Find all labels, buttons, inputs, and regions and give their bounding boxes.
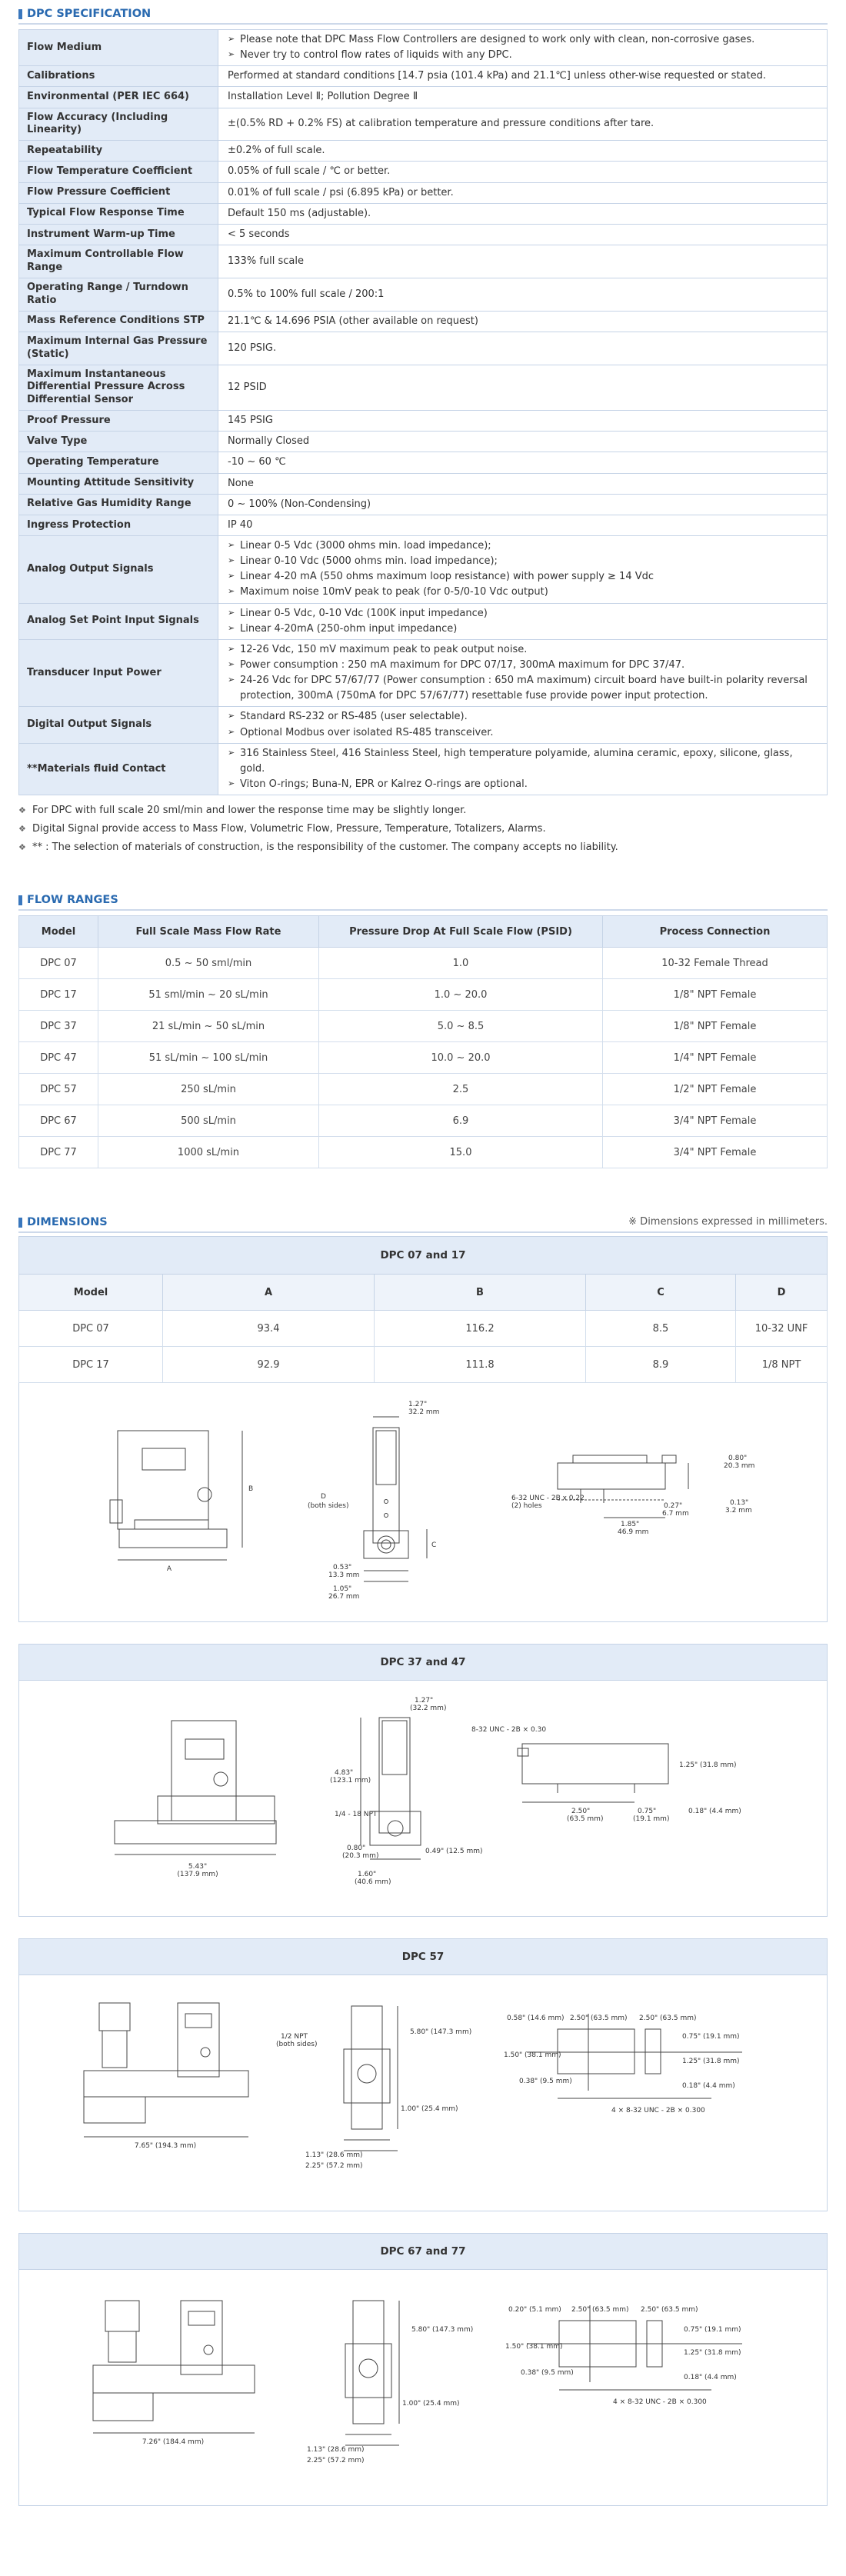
dim-label: (137.9 mm)	[177, 1871, 218, 1879]
spec-bullet: ➢ 12-26 Vdc, 150 mV maximum peak to peak output noise.	[228, 642, 818, 658]
spec-bullet: ➢ Maximum noise 10mV peak to peak (for 0-5/0-10 Vdc output)	[228, 585, 818, 600]
dim-label: 0.38" (9.5 mm)	[521, 2369, 574, 2378]
dim-label-b: B	[248, 1485, 254, 1494]
spec-value: 0 ~ 100% (Non-Condensing)	[218, 494, 828, 515]
dim-label-h2mm: 26.7 mm	[328, 1593, 360, 1601]
spec-value: 12 PSID	[218, 365, 828, 411]
dim-label: 2.50" (63.5 mm)	[639, 2014, 697, 2023]
section-marker	[18, 895, 22, 905]
dim-label-c: C	[431, 1541, 437, 1550]
dim-label: 0.18" (4.4 mm)	[684, 2374, 737, 2382]
dim-table-07-17	[18, 1236, 828, 1383]
dim-label: 1/2 NPT	[281, 2033, 308, 2041]
spec-row	[19, 224, 828, 245]
spec-label: Typical Flow Response Time	[19, 203, 218, 224]
spec-value: 21.1℃ & 14.696 PSIA (other available on request)	[218, 311, 828, 332]
table-row	[19, 1042, 828, 1074]
spec-value: 0.05% of full scale / ℃ or better.	[218, 162, 828, 182]
dim-label-t2mm: 3.2 mm	[725, 1507, 752, 1515]
table-cell: DPC 17	[19, 1347, 163, 1383]
table-cell: 1.0	[319, 948, 603, 979]
spec-row	[19, 494, 828, 515]
spec-label: Flow Accuracy (Including Linearity)	[19, 108, 218, 141]
dim-label: 0.38" (9.5 mm)	[519, 2078, 572, 2086]
spec-value	[218, 707, 828, 743]
table-cell: 51 sml/min ~ 20 sL/min	[98, 979, 319, 1011]
table-row	[19, 1347, 828, 1383]
spec-bullet: ➢ Linear 0-5 Vdc, 0-10 Vdc (100K input impedance)	[228, 606, 818, 622]
spec-bullet: ➢ Please note that DPC Mass Flow Controllers are designed to work only with clean, non-corrosive gases.	[228, 32, 818, 48]
dim-label: (40.6 mm)	[355, 1878, 391, 1887]
spec-row	[19, 278, 828, 311]
spec-value: Installation Level Ⅱ; Pollution Degree Ⅱ	[218, 87, 828, 108]
spec-value	[218, 30, 828, 66]
dim-label: 1/4 - 18 NPT	[335, 1811, 378, 1819]
dim-label-holes: 6-32 UNC - 2B x 0.22	[511, 1495, 585, 1503]
dim-label-a: A	[166, 1565, 172, 1574]
dim-label-h1: 0.53"	[333, 1564, 352, 1572]
dim-col-d: D	[736, 1275, 828, 1311]
spec-label: Flow Temperature Coefficient	[19, 162, 218, 182]
dim-table-title: DPC 07 and 17	[19, 1237, 828, 1275]
spec-row	[19, 452, 828, 473]
spec-bullet: ➢ Linear 4-20mA (250-ohm input impedance)	[228, 622, 818, 637]
dim-label-w1: 1.27"	[408, 1401, 428, 1409]
spec-row	[19, 743, 828, 795]
table-cell: 3/4" NPT Female	[603, 1105, 828, 1137]
dim-col-a: A	[163, 1275, 375, 1311]
dim-label: 8-32 UNC - 2B × 0.30	[471, 1726, 547, 1735]
dim-col-b: B	[375, 1275, 586, 1311]
table-cell: 6.9	[319, 1105, 603, 1137]
dim-label: 4.83"	[335, 1769, 354, 1778]
spec-label: Mass Reference Conditions STP	[19, 311, 218, 332]
dim-label: 1.25" (31.8 mm)	[682, 2058, 740, 2066]
table-cell: DPC 37	[19, 1011, 98, 1042]
table-row	[19, 1074, 828, 1105]
technical-drawing	[19, 2270, 827, 2505]
section-marker	[18, 9, 22, 19]
panel-dpc-37-47	[18, 1644, 828, 1917]
dimensions-title: DIMENSIONS	[27, 1216, 108, 1229]
spec-label: Relative Gas Humidity Range	[19, 494, 218, 515]
dim-label: 0.18" (4.4 mm)	[688, 1808, 741, 1816]
table-cell: 1/2" NPT Female	[603, 1074, 828, 1105]
dim-label: 1.13" (28.6 mm)	[305, 2151, 363, 2160]
spec-label: Digital Output Signals	[19, 707, 218, 743]
dim-label: 1.13" (28.6 mm)	[307, 2446, 365, 2454]
spec-label: Proof Pressure	[19, 411, 218, 432]
spec-label: Flow Medium	[19, 30, 218, 66]
table-cell: DPC 07	[19, 1311, 163, 1347]
dim-label: 0.75" (19.1 mm)	[682, 2033, 740, 2041]
spec-row	[19, 473, 828, 494]
spec-bullet: ➢ Linear 4-20 mA (550 ohms maximum loop resistance) with power supply ≥ 14 Vdc	[228, 569, 818, 585]
flow-title: FLOW RANGES	[27, 894, 118, 907]
dim-label-t4: 1.85"	[621, 1521, 640, 1529]
dim-label: 0.18" (4.4 mm)	[682, 2082, 735, 2091]
spec-label: Ingress Protection	[19, 515, 218, 535]
table-cell: 2.5	[319, 1074, 603, 1105]
spec-value	[218, 639, 828, 707]
table-row	[19, 1105, 828, 1137]
spec-row	[19, 87, 828, 108]
dim-label: (123.1 mm)	[330, 1777, 371, 1785]
dim-label: 0.58" (14.6 mm)	[507, 2014, 565, 2023]
spec-label: Calibrations	[19, 66, 218, 87]
spec-value: -10 ~ 60 ℃	[218, 452, 828, 473]
dim-label: (63.5 mm)	[567, 1815, 604, 1824]
technical-drawing	[19, 1975, 827, 2211]
spec-label: Maximum Internal Gas Pressure (Static)	[19, 332, 218, 365]
table-cell: 1/4" NPT Female	[603, 1042, 828, 1074]
table-cell: DPC 07	[19, 948, 98, 979]
dim-label: 2.50" (63.5 mm)	[641, 2306, 698, 2314]
spec-row	[19, 603, 828, 639]
dim-col-model: Model	[19, 1275, 163, 1311]
spec-section-title	[18, 5, 828, 25]
dim-label: 1.50" (38.1 mm)	[505, 2343, 563, 2351]
flow-col-connection: Process Connection	[603, 916, 828, 948]
flow-section-title	[18, 891, 828, 911]
table-cell: 1/8" NPT Female	[603, 1011, 828, 1042]
dim-label: 1.00" (25.4 mm)	[401, 2105, 458, 2114]
table-cell: 1/8" NPT Female	[603, 979, 828, 1011]
table-cell: 250 sL/min	[98, 1074, 319, 1105]
spec-label: Valve Type	[19, 432, 218, 452]
dim-label-t1mm: 20.3 mm	[724, 1462, 755, 1471]
table-row	[19, 1137, 828, 1168]
technical-drawing	[19, 1383, 827, 1621]
spec-table	[18, 29, 828, 795]
dim-label-holes2: (2) holes	[511, 1502, 542, 1511]
spec-label: Operating Range / Turndown Ratio	[19, 278, 218, 311]
spec-value: None	[218, 473, 828, 494]
spec-label: Mounting Attitude Sensitivity	[19, 473, 218, 494]
dim-label: 1.27"	[415, 1697, 434, 1705]
spec-bullet: ➢ Never try to control flow rates of liquids with any DPC.	[228, 48, 818, 63]
dim-label: 2.50" (63.5 mm)	[570, 2014, 628, 2023]
spec-bullet: ➢ Linear 0-10 Vdc (5000 ohms min. load impedance);	[228, 554, 818, 569]
table-cell: 51 sL/min ~ 100 sL/min	[98, 1042, 319, 1074]
dim-label: 2.50"	[571, 1808, 591, 1816]
spec-label: **Materials fluid Contact	[19, 743, 218, 795]
dim-label-t2: 0.13"	[730, 1499, 749, 1508]
spec-label: Analog Set Point Input Signals	[19, 603, 218, 639]
spec-value: IP 40	[218, 515, 828, 535]
flow-col-model: Model	[19, 916, 98, 948]
dim-label-t3: 0.27"	[664, 1502, 683, 1511]
table-cell: 111.8	[375, 1347, 586, 1383]
spec-value: < 5 seconds	[218, 224, 828, 245]
table-cell: 21 sL/min ~ 50 sL/min	[98, 1011, 319, 1042]
drawing-dpc-07-17	[18, 1383, 828, 1622]
dim-label: 5.80" (147.3 mm)	[410, 2028, 472, 2037]
table-cell: 1.0 ~ 20.0	[319, 979, 603, 1011]
spec-row	[19, 66, 828, 87]
dim-label-t4mm: 46.9 mm	[618, 1528, 649, 1537]
spec-notes	[18, 801, 828, 857]
table-cell: 8.9	[586, 1347, 736, 1383]
dim-label: (32.2 mm)	[410, 1705, 447, 1713]
spec-row	[19, 311, 828, 332]
dim-label: 1.00" (25.4 mm)	[402, 2400, 460, 2408]
table-cell: 1000 sL/min	[98, 1137, 319, 1168]
spec-label: Instrument Warm-up Time	[19, 224, 218, 245]
table-cell: DPC 47	[19, 1042, 98, 1074]
spec-value: 120 PSIG.	[218, 332, 828, 365]
dim-label: 2.25" (57.2 mm)	[307, 2457, 365, 2465]
panel-dpc-67-77	[18, 2233, 828, 2506]
table-cell: DPC 17	[19, 979, 98, 1011]
spec-row	[19, 365, 828, 411]
spec-bullet: ➢ Power consumption : 250 mA maximum for DPC 07/17, 300mA maximum for DPC 37/47.	[228, 658, 818, 673]
dim-label: 4 × 8-32 UNC - 2B × 0.300	[611, 2107, 705, 2115]
flow-col-rate: Full Scale Mass Flow Rate	[98, 916, 319, 948]
dim-label: 1.25" (31.8 mm)	[679, 1761, 737, 1770]
flow-col-pressure: Pressure Drop At Full Scale Flow (PSID)	[319, 916, 603, 948]
spec-label: Maximum Controllable Flow Range	[19, 245, 218, 278]
dim-label: 1.60"	[358, 1871, 377, 1879]
table-cell: 10.0 ~ 20.0	[319, 1042, 603, 1074]
spec-label: Maximum Instantaneous Differential Pressure Across Differential Sensor	[19, 365, 218, 411]
table-cell: 1/8 NPT	[736, 1347, 828, 1383]
spec-value	[218, 536, 828, 604]
dim-label-t3mm: 6.7 mm	[662, 1510, 689, 1518]
dim-label: 0.75"	[638, 1808, 657, 1816]
dim-label-h2: 1.05"	[333, 1585, 352, 1594]
dim-label: 7.26" (184.4 mm)	[142, 2438, 205, 2447]
table-cell: 0.5 ~ 50 sml/min	[98, 948, 319, 979]
spec-bullet: ➢ Optional Modbus over isolated RS-485 transceiver.	[228, 725, 818, 741]
spec-bullet: ➢ Standard RS-232 or RS-485 (user selectable).	[228, 709, 818, 725]
table-cell: 10-32 UNF	[736, 1311, 828, 1347]
dim-label-d-sub: (both sides)	[308, 1502, 349, 1511]
spec-row	[19, 411, 828, 432]
spec-bullet: ➢ 316 Stainless Steel, 416 Stainless Steel, high temperature polyamide, alumina ceramic, epoxy, silicone, glass, gold.	[228, 746, 818, 777]
spec-row	[19, 536, 828, 604]
table-cell: 8.5	[586, 1311, 736, 1347]
dim-label: (19.1 mm)	[633, 1815, 670, 1824]
spec-value: Performed at standard conditions [14.7 psia (101.4 kPa) and 21.1℃] unless other-wise requested or stated.	[218, 66, 828, 87]
spec-bullet: ➢ Viton O-rings; Buna-N, EPR or Kalrez O-rings are optional.	[228, 777, 818, 792]
spec-row	[19, 639, 828, 707]
note-item: ❖ For DPC with full scale 20 sml/min and lower the response time may be slightly longer.	[18, 801, 828, 820]
dim-label-t1: 0.80"	[728, 1455, 748, 1463]
section-marker	[18, 1218, 22, 1228]
table-cell: 93.4	[163, 1311, 375, 1347]
dim-label: 0.49" (12.5 mm)	[425, 1848, 483, 1856]
spec-value: Default 150 ms (adjustable).	[218, 203, 828, 224]
dim-label: 4 × 8-32 UNC - 2B × 0.300	[613, 2398, 707, 2407]
dim-label: (both sides)	[276, 2041, 318, 2049]
spec-label: Transducer Input Power	[19, 639, 218, 707]
spec-label: Environmental (PER IEC 664)	[19, 87, 218, 108]
dim-label-d: D	[321, 1493, 326, 1501]
spec-label: Flow Pressure Coefficient	[19, 182, 218, 203]
table-cell: 10-32 Female Thread	[603, 948, 828, 979]
note-item: ❖ Digital Signal provide access to Mass Flow, Volumetric Flow, Pressure, Temperature, Totalizers, Alarms.	[18, 820, 828, 838]
table-cell: 116.2	[375, 1311, 586, 1347]
table-row	[19, 979, 828, 1011]
flow-ranges-table	[18, 915, 828, 1168]
dim-label: 5.80" (147.3 mm)	[411, 2326, 474, 2334]
dim-label-h1mm: 13.3 mm	[328, 1571, 360, 1580]
dim-label: 1.50" (38.1 mm)	[504, 2051, 561, 2060]
spec-value: 0.01% of full scale / psi (6.895 kPa) or better.	[218, 182, 828, 203]
spec-row	[19, 162, 828, 182]
note-item: ❖ ** : The selection of materials of construction, is the responsibility of the customer. The company accepts no liability.	[18, 838, 828, 857]
table-cell: 15.0	[319, 1137, 603, 1168]
panel-title: DPC 67 and 77	[19, 2234, 827, 2270]
dim-label-w1mm: 32.2 mm	[408, 1408, 440, 1417]
dim-label: 7.65" (194.3 mm)	[134, 2142, 197, 2151]
spec-row	[19, 332, 828, 365]
spec-label: Operating Temperature	[19, 452, 218, 473]
spec-title: DPC SPECIFICATION	[27, 8, 152, 20]
table-row	[19, 948, 828, 979]
spec-label: Repeatability	[19, 141, 218, 162]
spec-row	[19, 108, 828, 141]
spec-value: ±(0.5% RD + 0.2% FS) at calibration temperature and pressure conditions after tare.	[218, 108, 828, 141]
dim-col-c: C	[586, 1275, 736, 1311]
spec-value	[218, 743, 828, 795]
spec-value: Normally Closed	[218, 432, 828, 452]
panel-title: DPC 37 and 47	[19, 1645, 827, 1681]
dimensions-note: ※ Dimensions expressed in millimeters.	[628, 1216, 828, 1228]
dim-label: 0.80"	[347, 1845, 366, 1853]
spec-bullet: ➢ 24-26 Vdc for DPC 57/67/77 (Power consumption : 650 mA maximum) circuit board have built-in polarity reversal protection, 300mA (750mA for DPC 57/67/77) resettable fuse provide power input protection.	[228, 673, 818, 704]
spec-row	[19, 203, 828, 224]
dim-label: 1.25" (31.8 mm)	[684, 2349, 741, 2358]
table-cell: 500 sL/min	[98, 1105, 319, 1137]
table-cell: 3/4" NPT Female	[603, 1137, 828, 1168]
spec-row	[19, 182, 828, 203]
spec-row	[19, 141, 828, 162]
dim-label: 0.20" (5.1 mm)	[508, 2306, 561, 2314]
table-cell: 5.0 ~ 8.5	[319, 1011, 603, 1042]
panel-dpc-57	[18, 1938, 828, 2211]
spec-value: 0.5% to 100% full scale / 200:1	[218, 278, 828, 311]
spec-row	[19, 515, 828, 535]
dim-label: 5.43"	[188, 1863, 208, 1871]
spec-value: 133% full scale	[218, 245, 828, 278]
spec-value	[218, 603, 828, 639]
table-cell: 92.9	[163, 1347, 375, 1383]
spec-value: 145 PSIG	[218, 411, 828, 432]
spec-value: ±0.2% of full scale.	[218, 141, 828, 162]
spec-row	[19, 432, 828, 452]
table-row	[19, 1311, 828, 1347]
spec-row	[19, 707, 828, 743]
dim-label: 2.50" (63.5 mm)	[571, 2306, 629, 2314]
table-cell: DPC 67	[19, 1105, 98, 1137]
table-cell: DPC 57	[19, 1074, 98, 1105]
dim-label: (20.3 mm)	[342, 1852, 379, 1861]
panel-title: DPC 57	[19, 1939, 827, 1975]
spec-row	[19, 30, 828, 66]
spec-label: Analog Output Signals	[19, 536, 218, 604]
spec-row	[19, 245, 828, 278]
dim-label: 2.25" (57.2 mm)	[305, 2162, 363, 2171]
table-row	[19, 1011, 828, 1042]
dim-label: 0.75" (19.1 mm)	[684, 2326, 741, 2334]
technical-drawing	[19, 1681, 827, 1916]
spec-bullet: ➢ Linear 0-5 Vdc (3000 ohms min. load impedance);	[228, 538, 818, 554]
table-cell: DPC 77	[19, 1137, 98, 1168]
